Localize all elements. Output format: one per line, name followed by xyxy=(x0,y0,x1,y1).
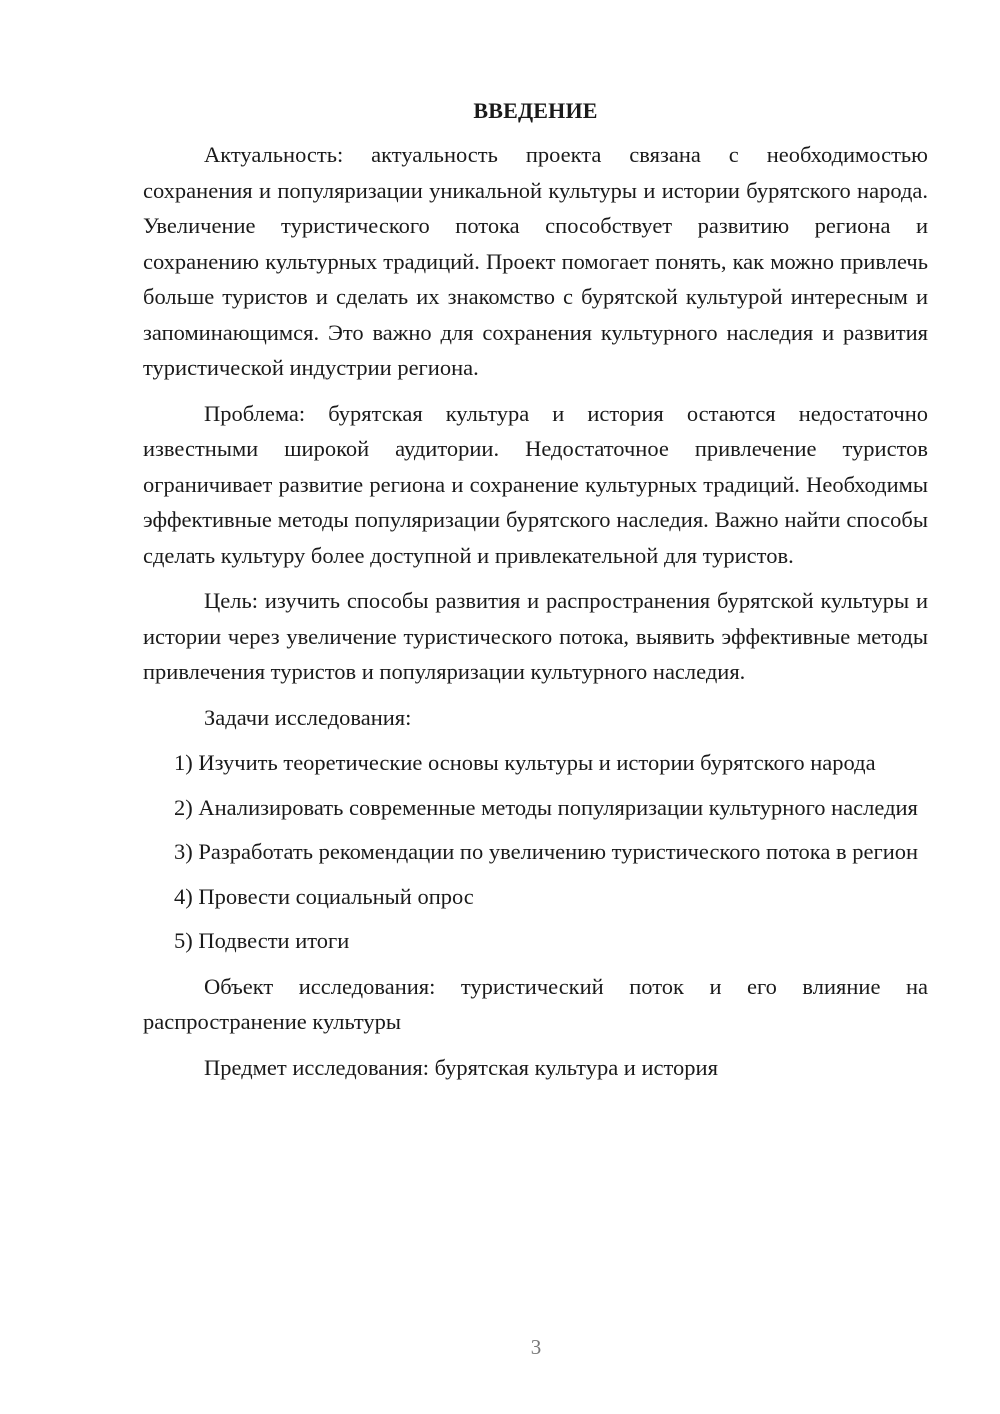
task-item: 1) Изучить теоретические основы культуры и истории бурятского народа xyxy=(174,750,876,775)
problem-paragraph: Проблема: бурятская культура и история остаются недостаточно известными широкой аудитории. Недостаточное привлечение туристов ограничивает развитие региона и сохранение культурных традиций. Необходимы эффективные методы популяризации бурятского наследия. Важно найти способы сделать культуру более доступной и привлекательной для туристов. xyxy=(143,400,928,568)
task-item: 2) Анализировать современные методы популяризации культурного наследия xyxy=(174,794,918,820)
goal-paragraph: Цель: изучить способы развития и распространения бурятской культуры и истории через увеличение туристического потока, выявить эффективные методы привлечения туристов и популяризации культурного наследия. xyxy=(143,588,928,684)
task-item: 4) Провести социальный опрос xyxy=(174,883,474,909)
task-item: 5) Подвести итоги xyxy=(174,928,350,953)
object-paragraph: Объект исследования: туристический поток и его влияние на распространение культуры xyxy=(143,973,928,1034)
page-content xyxy=(143,93,928,1095)
relevance-paragraph: Актуальность: актуальность проекта связана с необходимостью сохранения и популяризации уникальной культуры и истории бурятского народа. Увеличение туристического потока способствует развитию региона и сохранению культурных традиций. Проект помогает понять, как можно привлечь больше туристов и сделать их знакомство с бурятской культурой интересным и запоминающимся. Это важно для сохранения культурного наследия и развития туристической индустрии региона. xyxy=(143,142,928,380)
task-item: 3) Разработать рекомендации по увеличению туристического потока в регион xyxy=(174,839,919,864)
section-title: ВВЕДЕНИЕ xyxy=(473,98,598,123)
tasks-list xyxy=(143,745,928,959)
subject-paragraph: Предмет исследования: бурятская культура и история xyxy=(204,1054,718,1080)
tasks-heading: Задачи исследования: xyxy=(204,704,412,730)
page-number: 3 xyxy=(530,1335,542,1359)
